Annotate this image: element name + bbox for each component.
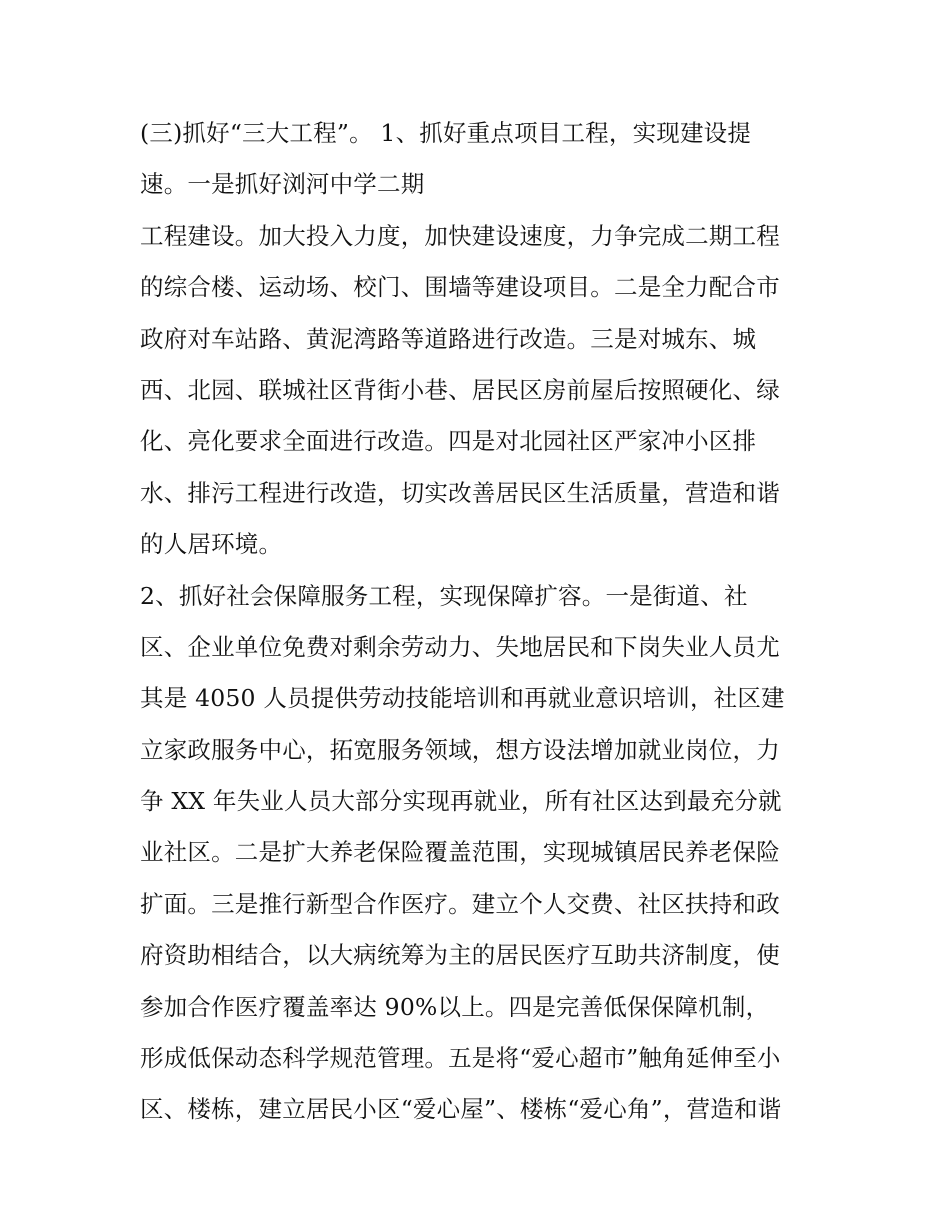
text-line: 业社区。二是扩大养老保险覆盖范围，实现城镇居民养老保险 — [140, 838, 780, 867]
text-line: 扩面。三是推行新型合作医疗。建立个人交费、社区扶持和政 — [140, 889, 780, 918]
text-line: 区、企业单位免费对剩余劳动力、失地居民和下岗失业人员尤 — [140, 632, 780, 661]
text-line: 参加合作医疗覆盖率达 90%以上。四是完善低保保障机制， — [140, 992, 770, 1021]
text-line: 争 XX 年失业人员大部分实现再就业，所有社区达到最充分就 — [140, 787, 782, 816]
text-line: 化、亮化要求全面进行改造。四是对北园社区严家冲小区排 — [140, 427, 757, 456]
text-line: 形成低保动态科学规范管理。五是将“爱心超市”触角延伸至小 — [140, 1044, 781, 1073]
text-line: 立家政服务中心，拓宽服务领域，想方设法增加就业岗位，力 — [140, 735, 780, 764]
text-line: 2、抓好社会保障服务工程，实现保障扩容。一是街道、社 — [140, 581, 748, 610]
text-line: (三)抓好“三大工程”。 1、抓好重点项目工程，实现建设提 — [140, 119, 752, 147]
text-line: 政府对车站路、黄泥湾路等道路进行改造。三是对城东、城 — [140, 324, 757, 353]
text-line: 工程建设。加大投入力度，加快建设速度，力争完成二期工程 — [140, 221, 780, 250]
text-line: 西、北园、联城社区背街小巷、居民区房前屋后按照硬化、绿 — [140, 375, 780, 404]
text-line: 府资助相结合，以大病统筹为主的居民医疗互助共济制度，使 — [140, 941, 780, 970]
text-line: 的人居环境。 — [140, 530, 283, 559]
text-line: 区、楼栋，建立居民小区“爱心屋”、楼栋“爱心角”，营造和谐 — [140, 1095, 782, 1124]
text-line: 水、排污工程进行改造，切实改善居民区生活质量，营造和谐 — [140, 478, 780, 507]
text-line: 其是 4050 人员提供劳动技能培训和再就业意识培训，社区建 — [140, 684, 785, 713]
text-line: 速。一是抓好浏河中学二期 — [140, 170, 425, 199]
text-line: 的综合楼、运动场、校门、围墙等建设项目。二是全力配合市 — [140, 273, 780, 302]
document-body — [140, 108, 830, 1136]
